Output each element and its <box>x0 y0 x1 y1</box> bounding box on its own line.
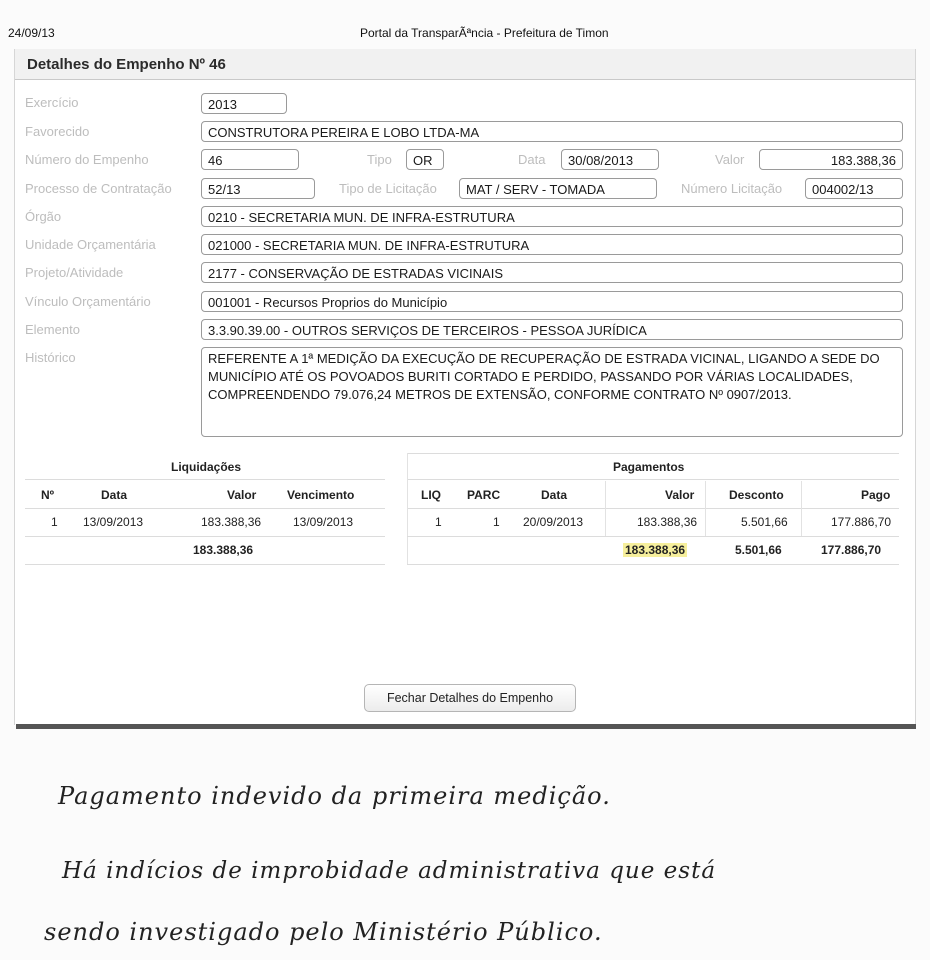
pagamentos-row-divider <box>407 536 899 537</box>
pag-col-data: Data <box>541 488 568 502</box>
handwritten-note-line-1: Pagamento indevido da primeira medição. <box>58 782 611 810</box>
valor-field[interactable]: 183.388,36 <box>759 149 903 170</box>
liq-total-valor: 183.388,36 <box>193 543 254 557</box>
details-panel <box>14 49 916 725</box>
historico-label: Histórico <box>25 350 76 365</box>
orgao-label: Órgão <box>25 209 62 224</box>
liq-row-n: 1 <box>51 515 58 529</box>
favorecido-field[interactable]: CONSTRUTORA PEREIRA E LOBO LTDA-MA <box>201 121 903 142</box>
panel-title: Detalhes do Empenho Nº 46 <box>27 56 226 73</box>
pag-row-valor: 183.388,36 <box>637 515 698 529</box>
pag-col-desconto: Desconto <box>729 488 784 502</box>
numero-empenho-label: Número do Empenho <box>25 152 149 167</box>
historico-field[interactable]: REFERENTE A 1ª MEDIÇÃO DA EXECUÇÃO DE RECUPERAÇÃO DE ESTRADA VICINAL, LIGANDO A SEDE DO MUNICÍPIO ATÉ OS POVOADOS BURITI CORTADO E PERDIDO, PASSANDO POR VÁRIAS LOCALIDADES, COMPREENDENDO 79.076,24 METROS DE EXTENSÃO, CONFORME CONTRATO Nº 0907/2013. <box>201 347 903 437</box>
processo-field[interactable]: 52/13 <box>201 178 315 199</box>
liq-col-vencimento: Vencimento <box>287 488 355 502</box>
unidade-field[interactable]: 021000 - SECRETARIA MUN. DE INFRA-ESTRUTURA <box>201 234 903 255</box>
pagamentos-col-sep-1 <box>605 481 606 537</box>
tipo-licitacao-field[interactable]: MAT / SERV - TOMADA <box>459 178 657 199</box>
exercicio-label: Exercício <box>25 95 79 110</box>
print-page-title: Portal da TransparÃªncia - Prefeitura de Timon <box>360 26 609 40</box>
pag-row-liq: 1 <box>435 515 442 529</box>
pag-row-parc: 1 <box>493 515 500 529</box>
liq-col-valor: Valor <box>227 488 257 502</box>
orgao-field[interactable]: 0210 - SECRETARIA MUN. DE INFRA-ESTRUTURA <box>201 206 903 227</box>
pag-total-pago: 177.886,70 <box>821 543 882 557</box>
highlight-mark: 183.388,36 <box>625 543 686 557</box>
pag-col-pago: Pago <box>861 488 891 502</box>
favorecido-label: Favorecido <box>25 124 90 139</box>
liquidacoes-row-divider <box>25 536 385 537</box>
liquidacoes-divider <box>25 479 385 480</box>
pagamentos-divider <box>407 479 899 480</box>
processo-label: Processo de Contratação <box>25 181 172 196</box>
valor-label: Valor <box>715 152 745 167</box>
numero-empenho-field[interactable]: 46 <box>201 149 299 170</box>
pag-total-desconto: 5.501,66 <box>735 543 782 557</box>
pag-row-desconto: 5.501,66 <box>741 515 788 529</box>
vinculo-label: Vínculo Orçamentário <box>25 294 151 309</box>
handwritten-note-line-3: sendo investigado pelo Ministério Público. <box>44 918 603 946</box>
elemento-label: Elemento <box>25 322 80 337</box>
data-label: Data <box>518 152 546 167</box>
numero-licitacao-label: Número Licitação <box>681 181 783 196</box>
pag-col-liq: LIQ <box>421 488 441 502</box>
pagamentos-bottom <box>407 564 899 565</box>
pagamentos-left-border <box>407 453 408 565</box>
liq-row-valor: 183.388,36 <box>201 515 262 529</box>
pag-col-valor: Valor <box>665 488 695 502</box>
tipo-licitacao-label: Tipo de Licitação <box>339 181 437 196</box>
vinculo-field[interactable]: 001001 - Recursos Proprios do Município <box>201 291 903 312</box>
liq-row-data: 13/09/2013 <box>83 515 144 529</box>
liquidacoes-header-divider <box>25 508 385 509</box>
print-date: 24/09/13 <box>8 26 55 40</box>
pagamentos-title: Pagamentos <box>613 460 685 474</box>
liq-col-n: Nº <box>41 488 55 502</box>
pagamentos-col-sep-2 <box>705 481 706 537</box>
elemento-field[interactable]: 3.3.90.39.00 - OUTROS SERVIÇOS DE TERCEIROS - PESSOA JURÍDICA <box>201 319 903 340</box>
data-field[interactable]: 30/08/2013 <box>561 149 659 170</box>
pag-row-data: 20/09/2013 <box>523 515 584 529</box>
panel-header <box>15 49 915 80</box>
pagamentos-top <box>407 453 899 454</box>
unidade-label: Unidade Orçamentária <box>25 237 156 252</box>
close-details-button[interactable]: Fechar Detalhes do Empenho <box>364 684 576 712</box>
panel-bottom-bar <box>16 724 916 729</box>
tipo-label: Tipo <box>367 152 392 167</box>
numero-licitacao-field[interactable]: 004002/13 <box>805 178 903 199</box>
liq-row-vencimento: 13/09/2013 <box>293 515 354 529</box>
projeto-field[interactable]: 2177 - CONSERVAÇÃO DE ESTRADAS VICINAIS <box>201 262 903 283</box>
projeto-label: Projeto/Atividade <box>25 265 124 280</box>
pagamentos-header-divider <box>407 508 899 509</box>
pagamentos-col-sep-3 <box>801 481 802 537</box>
liquidacoes-bottom <box>25 564 385 565</box>
pag-row-pago: 177.886,70 <box>831 515 892 529</box>
pag-total-valor <box>623 543 687 557</box>
tipo-field[interactable]: OR <box>406 149 444 170</box>
liquidacoes-title: Liquidações <box>171 460 242 474</box>
pag-col-parc: PARC <box>467 488 501 502</box>
handwritten-note-line-2: Há indícios de improbidade administrativa que está <box>62 858 717 884</box>
liq-col-data: Data <box>101 488 128 502</box>
exercicio-field[interactable]: 2013 <box>201 93 287 114</box>
